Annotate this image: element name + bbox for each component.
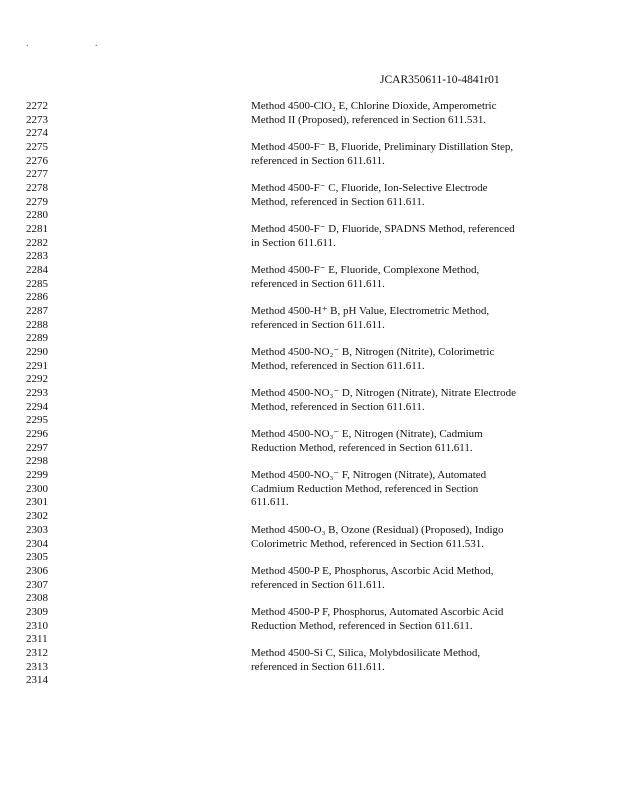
- line-number: 2290: [26, 346, 48, 358]
- text-line: [0, 114, 618, 128]
- line-number: 2273: [26, 113, 48, 126]
- text-line: [0, 620, 618, 634]
- document-id: JCAR350611-10-4841r01: [380, 74, 500, 86]
- line-number: 2297: [26, 441, 48, 454]
- text-line: [0, 401, 618, 415]
- line-number: 2301: [26, 496, 48, 508]
- line-number: 2276: [26, 154, 48, 167]
- line-number: 2312: [26, 647, 48, 659]
- line-number: 2294: [26, 400, 48, 413]
- list-item: [0, 428, 618, 469]
- text-line: [0, 442, 618, 456]
- text-line: [0, 579, 618, 593]
- text-line: [0, 168, 618, 182]
- line-number: 2314: [26, 674, 48, 686]
- line-text: Method, referenced in Section 611.611.: [251, 400, 425, 413]
- list-item: [0, 469, 618, 524]
- list-item: [0, 305, 618, 346]
- text-line: [0, 100, 618, 114]
- line-text: Method 4500-NO₃⁻ E, Nitrogen (Nitrate), Cadmium: [251, 428, 483, 440]
- line-number: 2274: [26, 127, 48, 139]
- line-number: 2313: [26, 660, 48, 673]
- text-line: [0, 319, 618, 333]
- line-text: Method 4500-O₃ B, Ozone (Residual) (Proposed), Indigo: [251, 524, 504, 536]
- text-line: [0, 209, 618, 223]
- line-text: Method 4500-H⁺ B, pH Value, Electrometric Method,: [251, 305, 490, 317]
- line-text: referenced in Section 611.611.: [251, 154, 385, 167]
- line-text: Cadmium Reduction Method, referenced in Section: [251, 482, 479, 495]
- text-line: [0, 237, 618, 251]
- line-number: 2308: [26, 592, 48, 604]
- list-item: [0, 606, 618, 647]
- line-number: 2277: [26, 168, 48, 180]
- line-number: 2300: [26, 482, 48, 495]
- line-number: 2289: [26, 332, 48, 344]
- line-number: 2272: [26, 100, 48, 112]
- line-number: 2286: [26, 291, 48, 303]
- text-line: [0, 633, 618, 647]
- text-line: [0, 387, 618, 401]
- line-number: 2298: [26, 455, 48, 467]
- line-number: 2307: [26, 578, 48, 591]
- line-text: Colorimetric Method, referenced in Section 611.531.: [251, 537, 484, 550]
- line-text: referenced in Section 611.611.: [251, 578, 385, 591]
- line-number: 2303: [26, 524, 48, 536]
- text-line: [0, 196, 618, 210]
- line-text: 611.611.: [251, 496, 289, 508]
- line-text: in Section 611.611.: [251, 236, 336, 249]
- text-line: [0, 305, 618, 319]
- list-item: [0, 565, 618, 606]
- text-line: [0, 606, 618, 620]
- text-line: [0, 592, 618, 606]
- line-text: Method, referenced in Section 611.611.: [251, 195, 425, 208]
- text-line: [0, 346, 618, 360]
- list-item: [0, 524, 618, 565]
- line-text: Method 4500-F⁻ B, Fluoride, Preliminary Distillation Step,: [251, 141, 514, 153]
- line-text: Reduction Method, referenced in Section 611.611.: [251, 441, 473, 454]
- list-item: [0, 264, 618, 305]
- line-number: 2280: [26, 209, 48, 221]
- line-text: referenced in Section 611.611.: [251, 277, 385, 290]
- line-text: Method 4500-ClO₂ E, Chlorine Dioxide, Amperometric: [251, 100, 497, 112]
- line-text: Method 4500-F⁻ C, Fluoride, Ion-Selective Electrode: [251, 182, 488, 194]
- text-line: [0, 332, 618, 346]
- line-number: 2281: [26, 223, 48, 235]
- line-text: Method 4500-NO₃⁻ D, Nitrogen (Nitrate), Nitrate Electrode: [251, 387, 517, 399]
- line-text: Method II (Proposed), referenced in Section 611.531.: [251, 113, 487, 126]
- text-line: [0, 141, 618, 155]
- text-line: [0, 510, 618, 524]
- text-line: [0, 469, 618, 483]
- text-line: [0, 182, 618, 196]
- list-item: [0, 387, 618, 428]
- text-line: [0, 674, 618, 688]
- text-line: [0, 483, 618, 497]
- text-line: [0, 565, 618, 579]
- text-line: [0, 250, 618, 264]
- line-number: 2295: [26, 414, 48, 426]
- line-text: Method 4500-F⁻ D, Fluoride, SPADNS Method, referenced: [251, 223, 515, 235]
- line-number: 2299: [26, 469, 48, 481]
- text-line: [0, 127, 618, 141]
- line-number: 2275: [26, 141, 48, 153]
- line-number: 2311: [26, 633, 48, 645]
- text-line: [0, 291, 618, 305]
- list-item: [0, 647, 618, 688]
- line-number: 2288: [26, 318, 48, 331]
- text-line: [0, 373, 618, 387]
- text-line: [0, 278, 618, 292]
- text-line: [0, 360, 618, 374]
- line-text: Method 4500-P F, Phosphorus, Automated Ascorbic Acid: [251, 606, 504, 618]
- line-text: Reduction Method, referenced in Section 611.611.: [251, 619, 473, 632]
- line-text: referenced in Section 611.611.: [251, 318, 385, 331]
- list-item: [0, 100, 618, 141]
- line-text: referenced in Section 611.611.: [251, 660, 385, 673]
- text-line: [0, 524, 618, 538]
- line-number: 2296: [26, 428, 48, 440]
- line-text: Method 4500-NO₃⁻ F, Nitrogen (Nitrate), Automated: [251, 469, 487, 481]
- line-text: Method 4500-F⁻ E, Fluoride, Complexone Method,: [251, 264, 480, 276]
- text-line: [0, 647, 618, 661]
- line-number: 2283: [26, 250, 48, 262]
- line-number: 2302: [26, 509, 48, 522]
- text-line: [0, 551, 618, 565]
- text-line: [0, 414, 618, 428]
- line-number: 2292: [26, 373, 48, 385]
- line-number: 2306: [26, 565, 48, 577]
- text-line: [0, 455, 618, 469]
- line-number: 2279: [26, 195, 48, 208]
- line-text: Method 4500-Si C, Silica, Molybdosilicate Method,: [251, 647, 481, 659]
- text-line: [0, 428, 618, 442]
- line-number: 2291: [26, 359, 48, 372]
- text-line: [0, 661, 618, 675]
- line-number: 2278: [26, 182, 48, 194]
- list-item: [0, 346, 618, 387]
- line-number: 2293: [26, 387, 48, 399]
- line-text: Method 4500-P E, Phosphorus, Ascorbic Acid Method,: [251, 565, 494, 577]
- line-number: 2285: [26, 277, 48, 290]
- line-number: 2305: [26, 551, 48, 563]
- text-line: [0, 496, 618, 510]
- line-text: Method 4500-NO₂⁻ B, Nitrogen (Nitrite), Colorimetric: [251, 346, 495, 358]
- line-number: 2282: [26, 236, 48, 249]
- line-number: 2287: [26, 305, 48, 317]
- line-number: 2284: [26, 264, 48, 276]
- list-item: [0, 182, 618, 223]
- list-item: [0, 223, 618, 264]
- text-line: [0, 538, 618, 552]
- list-item: [0, 141, 618, 182]
- text-line: [0, 155, 618, 169]
- line-number: 2310: [26, 619, 48, 632]
- line-number: 2309: [26, 606, 48, 618]
- document-body: [0, 100, 618, 688]
- line-text: Method, referenced in Section 611.611.: [251, 359, 425, 372]
- text-line: [0, 223, 618, 237]
- corner-stamp: . .: [26, 38, 130, 49]
- line-number: 2304: [26, 537, 48, 550]
- text-line: [0, 264, 618, 278]
